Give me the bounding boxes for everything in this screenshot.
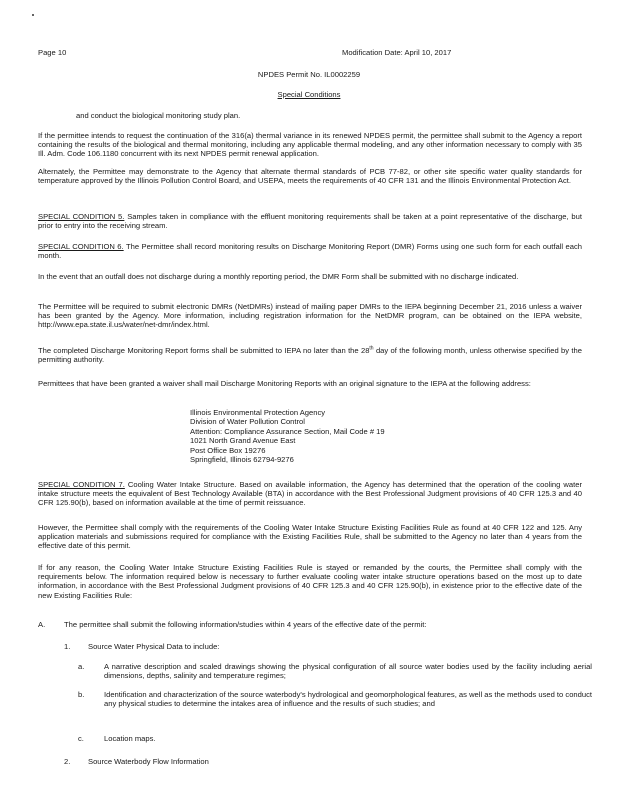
- paragraph-no-discharge: In the event that an outfall does not discharge during a monthly reporting period, the DMR Form shall be submitted with no discharge indicated.: [38, 272, 519, 281]
- list-item-1: Source Water Physical Data to include:: [88, 642, 220, 651]
- list-marker-2: 2.: [64, 757, 71, 766]
- list-item-1c: Location maps.: [104, 734, 156, 743]
- special-condition-5-text: Samples taken in compliance with the effluent monitoring requirements shall be taken at a point representative of the discharge, but prior to entry into the receiving stream.: [38, 212, 582, 231]
- list-marker-1b: b.: [78, 690, 85, 699]
- submission-deadline-sup: th: [369, 345, 374, 352]
- address-line: 1021 North Grand Avenue East: [190, 436, 296, 446]
- scan-speck: [32, 14, 34, 16]
- address-line: Springfield, Illinois 62794-9276: [190, 455, 294, 465]
- submission-deadline-text-b: day of the following month, unless otherwise specified by the permitting authority.: [38, 346, 582, 365]
- list-marker-1c: c.: [78, 734, 84, 743]
- list-marker-a: A.: [38, 620, 46, 629]
- special-condition-6-label: SPECIAL CONDITION 6.: [38, 242, 124, 251]
- mailing-address: [190, 408, 490, 464]
- paragraph-continuation: and conduct the biological monitoring study plan.: [76, 111, 241, 120]
- list-item-1a: A narrative description and scaled drawings showing the physical configuration of all source water bodies used by the facility including aerial dimensions, depths, salinity and temperature regimes;: [104, 662, 592, 681]
- submission-deadline-text-a: The completed Discharge Monitoring Report forms shall be submitted to IEPA no later than the 28: [38, 346, 370, 355]
- list-item-a: The permittee shall submit the following information/studies within 4 years of the effective date of the permit:: [64, 620, 427, 629]
- paragraph-existing-facilities-rule: However, the Permittee shall comply with the requirements of the Cooling Water Intake Structure Existing Facilities Rule as found at 40 CFR 122 and 125. Any application materials and submissions required for compliance with the Existing Facilities Rule, shall be submitted to the Agency no later than 4 years from the effective date of this permit.: [38, 523, 582, 551]
- special-condition-7-label: SPECIAL CONDITION 7.: [38, 480, 125, 489]
- special-condition-5: [38, 212, 582, 230]
- special-condition-7: [38, 480, 582, 508]
- page-number: Page 10: [38, 48, 67, 57]
- address-line: Attention: Compliance Assurance Section, Mail Code # 19: [190, 426, 385, 436]
- address-line: Division of Water Pollution Control: [190, 417, 305, 427]
- paragraph-netdmr: The Permittee will be required to submit electronic DMRs (NetDMRs) instead of mailing paper DMRs to the IEPA beginning December 21, 2016 unless a waiver has been granted by the Agency. More information, including registration information for the NetDMR program, can be obtained on the IEPA website, http://www.epa.state.il.us/water/net-dmr/index.html.: [38, 302, 582, 330]
- paragraph-stayed-or-remanded: If for any reason, the Cooling Water Intake Structure Existing Facilities Rule is stayed or remanded by the courts, the Permittee shall comply with the requirements below. The information required below is necessary to further evaluate cooling water intake structure operations based on the most up to date information, in accordance with the Best Professional Judgment provisions of 40 CFR 125.3 and 40 CFR 125.90(b), in existence prior to the effective date of the new Existing Facilities Rule:: [38, 563, 582, 600]
- modification-date: Modification Date: April 10, 2017: [342, 48, 452, 57]
- list-marker-1a: a.: [78, 662, 85, 671]
- special-condition-7-text: Cooling Water Intake Structure. Based on available information, the Agency has determined that the operation of the cooling water intake structure meets the equivalent of Best Technology Available (BTA) in accordance with the Best Professional Judgment provisions of 40 CFR 125.3 and 40 CFR 125.90(b), based on information available at the time of permit reissuance.: [38, 480, 582, 508]
- paragraph-thermal-variance: If the permittee intends to request the continuation of the 316(a) thermal variance in its renewed NPDES permit, the permittee shall submit to the Agency a report containing the results of the biological and thermal monitoring, including any applicable thermal modeling, and any other information necessary to comply with 35 Ill. Adm. Code 106.1180 concurrent with its next NPDES permit renewal application.: [38, 131, 582, 159]
- permit-number: NPDES Permit No. IL0002259: [257, 70, 361, 79]
- list-item-1b: Identification and characterization of the source waterbody's hydrological and geomorphological features, as well as the methods used to conduct any physical studies to determine the intakes area of influence and the results of such studies; and: [104, 690, 592, 709]
- list-item-2: Source Waterbody Flow Information: [88, 757, 209, 766]
- address-line: Post Office Box 19276: [190, 445, 266, 455]
- special-condition-6-text: The Permittee shall record monitoring results on Discharge Monitoring Report (DMR) Forms using one such form for each outfall each month.: [38, 242, 582, 261]
- special-condition-5-label: SPECIAL CONDITION 5.: [38, 212, 125, 221]
- special-condition-6: [38, 242, 582, 260]
- paragraph-submission-deadline: [38, 346, 582, 364]
- section-title: Special Conditions: [277, 90, 341, 99]
- address-line: Illinois Environmental Protection Agency: [190, 408, 326, 417]
- list-marker-1: 1.: [64, 642, 71, 651]
- paragraph-alternate-standards: Alternately, the Permittee may demonstrate to the Agency that alternate thermal standards of PCB 77-82, or other site specific water quality standards for temperature approved by the Illinois Pollution Control Board, and USEPA, meets the requirements of 40 CFR 131 and the Illinois Environmental Protection Act.: [38, 167, 582, 186]
- paragraph-waiver-address: Permittees that have been granted a waiver shall mail Discharge Monitoring Reports with an original signature to the IEPA at the following address:: [38, 379, 531, 388]
